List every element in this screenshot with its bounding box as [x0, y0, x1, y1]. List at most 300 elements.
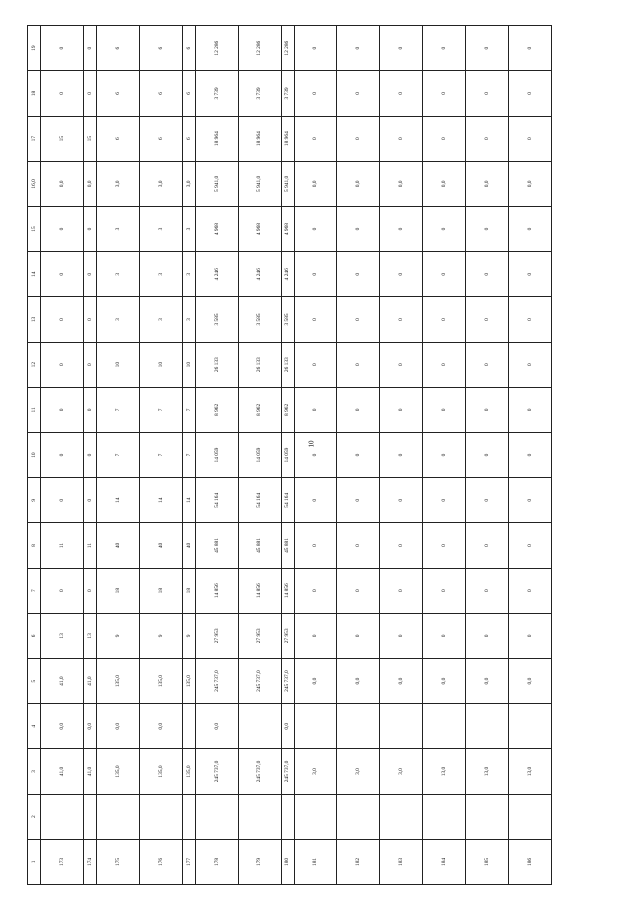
value-cell: 13,0: [466, 749, 509, 794]
value-cell: 0: [509, 342, 552, 387]
value-cell: 0: [294, 523, 337, 568]
column-header: 9: [28, 478, 41, 523]
value-cell: 14 059: [238, 432, 281, 477]
value-cell: 41,0: [83, 658, 96, 703]
value-cell: 0,0: [41, 704, 84, 749]
column-header: 13: [28, 297, 41, 342]
value-cell: 0: [294, 71, 337, 116]
value-cell: 0: [380, 478, 423, 523]
value-cell: 0: [509, 568, 552, 613]
value-cell: 0: [294, 568, 337, 613]
row-name-cell: [83, 794, 96, 839]
value-cell: 0: [380, 252, 423, 297]
value-cell: 3,0: [182, 161, 195, 206]
value-cell: 0: [466, 26, 509, 71]
value-cell: 0: [509, 297, 552, 342]
value-cell: 14 856: [281, 568, 294, 613]
table-row: [41, 26, 84, 885]
value-cell: 0: [380, 568, 423, 613]
value-cell: 54 164: [195, 478, 238, 523]
value-cell: 0: [466, 297, 509, 342]
value-cell: 3: [182, 252, 195, 297]
value-cell: 0: [337, 478, 380, 523]
value-cell: 0: [509, 116, 552, 161]
row-name-cell: [337, 794, 380, 839]
value-cell: 9: [139, 613, 182, 658]
value-cell: 0: [380, 206, 423, 251]
value-cell: 0: [380, 26, 423, 71]
value-cell: 40: [139, 523, 182, 568]
row-number-cell: 176: [139, 839, 182, 884]
value-cell: 0: [509, 613, 552, 658]
value-cell: 0: [294, 297, 337, 342]
value-cell: 135,0: [139, 749, 182, 794]
value-cell: 0: [294, 206, 337, 251]
value-cell: 14 856: [195, 568, 238, 613]
value-cell: 6: [96, 116, 139, 161]
value-cell: 0: [294, 478, 337, 523]
value-cell: 3: [182, 297, 195, 342]
value-cell: 0,0: [466, 161, 509, 206]
value-cell: 0: [509, 478, 552, 523]
value-cell: 0,0: [509, 658, 552, 703]
value-cell: [380, 704, 423, 749]
value-cell: 7: [139, 387, 182, 432]
value-cell: 245 737,0: [238, 658, 281, 703]
value-cell: 0,0: [83, 704, 96, 749]
row-name-cell: [41, 794, 84, 839]
value-cell: 3: [139, 252, 182, 297]
column-header: 7: [28, 568, 41, 613]
value-cell: 0: [337, 26, 380, 71]
value-cell: 27 953: [281, 613, 294, 658]
value-cell: 6: [139, 116, 182, 161]
value-cell: 0: [83, 478, 96, 523]
value-cell: 5 941,0: [195, 161, 238, 206]
column-header: 2: [28, 794, 41, 839]
value-cell: 13: [83, 613, 96, 658]
value-cell: 8 962: [281, 387, 294, 432]
value-cell: 135,0: [96, 658, 139, 703]
value-cell: [509, 704, 552, 749]
value-cell: 14 059: [195, 432, 238, 477]
column-header: 18: [28, 71, 41, 116]
value-cell: 0: [41, 432, 84, 477]
column-header: 10: [28, 432, 41, 477]
value-cell: 7: [182, 432, 195, 477]
value-cell: 0: [509, 523, 552, 568]
value-cell: 0: [380, 432, 423, 477]
value-cell: 3: [139, 206, 182, 251]
value-cell: 0: [337, 568, 380, 613]
value-cell: 0: [380, 297, 423, 342]
value-cell: 0: [380, 342, 423, 387]
value-cell: 0: [423, 387, 466, 432]
value-cell: 0: [466, 568, 509, 613]
value-cell: 0: [337, 432, 380, 477]
value-cell: 0: [466, 387, 509, 432]
value-cell: 0: [294, 26, 337, 71]
rotated-table-wrapper: [27, 25, 552, 885]
value-cell: 3 585: [238, 297, 281, 342]
value-cell: 0,0: [83, 161, 96, 206]
value-cell: 8 962: [195, 387, 238, 432]
value-cell: 0: [83, 297, 96, 342]
value-cell: 0,0: [337, 658, 380, 703]
value-cell: 0: [509, 432, 552, 477]
value-cell: 135,0: [139, 658, 182, 703]
value-cell: 4 968: [195, 206, 238, 251]
value-cell: 135,0: [182, 658, 195, 703]
value-cell: 40: [96, 523, 139, 568]
value-cell: 3,0: [294, 749, 337, 794]
row-name-cell: [380, 794, 423, 839]
value-cell: 14 856: [238, 568, 281, 613]
value-cell: 12 286: [281, 26, 294, 71]
value-cell: 0: [423, 342, 466, 387]
value-cell: 135,0: [182, 749, 195, 794]
value-cell: 5 941,0: [281, 161, 294, 206]
value-cell: 4 246: [195, 252, 238, 297]
row-name-cell: [281, 794, 294, 839]
value-cell: 0: [83, 568, 96, 613]
value-cell: 3,0: [96, 161, 139, 206]
row-name-cell: [466, 794, 509, 839]
value-cell: 0,0: [337, 161, 380, 206]
value-cell: 0: [423, 613, 466, 658]
value-cell: 0: [423, 523, 466, 568]
value-cell: 8 962: [238, 387, 281, 432]
column-header: 19: [28, 26, 41, 71]
value-cell: 0: [380, 387, 423, 432]
value-cell: 0: [423, 252, 466, 297]
column-header: 12: [28, 342, 41, 387]
row-name-cell: [182, 794, 195, 839]
column-header: 6: [28, 613, 41, 658]
value-cell: 4 968: [238, 206, 281, 251]
value-cell: 7: [96, 432, 139, 477]
value-cell: 18 964: [238, 116, 281, 161]
value-cell: 0: [337, 387, 380, 432]
value-cell: 0: [509, 71, 552, 116]
value-cell: 6: [96, 26, 139, 71]
value-cell: 12 286: [238, 26, 281, 71]
value-cell: [294, 704, 337, 749]
value-cell: 0: [466, 613, 509, 658]
value-cell: 6: [139, 71, 182, 116]
value-cell: 0: [41, 342, 84, 387]
value-cell: 14: [182, 478, 195, 523]
value-cell: 9: [96, 613, 139, 658]
value-cell: 0,0: [466, 658, 509, 703]
value-cell: 41,0: [41, 658, 84, 703]
value-cell: 0: [466, 342, 509, 387]
value-cell: 0,0: [509, 161, 552, 206]
value-cell: 18: [182, 568, 195, 613]
value-cell: 0: [294, 116, 337, 161]
column-header: 11: [28, 387, 41, 432]
value-cell: 0: [466, 478, 509, 523]
value-cell: [423, 704, 466, 749]
value-cell: 18: [96, 568, 139, 613]
value-cell: 0: [41, 387, 84, 432]
value-cell: 6: [139, 26, 182, 71]
value-cell: 13,0: [509, 749, 552, 794]
value-cell: 3,0: [380, 749, 423, 794]
value-cell: 0: [423, 116, 466, 161]
value-cell: 0: [337, 206, 380, 251]
column-header: 1: [28, 839, 41, 884]
table-row: [96, 26, 139, 885]
value-cell: 0: [41, 478, 84, 523]
table-row: [281, 26, 294, 885]
value-cell: 7: [182, 387, 195, 432]
column-number-row: [28, 26, 41, 885]
row-number-cell: 177: [182, 839, 195, 884]
value-cell: 0: [294, 252, 337, 297]
value-cell: [238, 704, 281, 749]
value-cell: 6: [182, 26, 195, 71]
value-cell: 0: [41, 568, 84, 613]
value-cell: 0,0: [139, 704, 182, 749]
row-number-cell: 178: [195, 839, 238, 884]
value-cell: 26 133: [281, 342, 294, 387]
value-cell: 245 737,0: [281, 749, 294, 794]
value-cell: 26 133: [195, 342, 238, 387]
value-cell: 0: [337, 71, 380, 116]
table-row: [195, 26, 238, 885]
value-cell: 0: [380, 116, 423, 161]
value-cell: 0,0: [380, 161, 423, 206]
column-header: 8: [28, 523, 41, 568]
value-cell: 5 941,0: [238, 161, 281, 206]
value-cell: [182, 704, 195, 749]
row-number-cell: 181: [294, 839, 337, 884]
row-number-cell: 182: [337, 839, 380, 884]
value-cell: 3: [182, 206, 195, 251]
value-cell: 0: [509, 206, 552, 251]
value-cell: 11: [41, 523, 84, 568]
column-header: 4: [28, 704, 41, 749]
value-cell: 0,0: [41, 161, 84, 206]
value-cell: 0: [466, 252, 509, 297]
value-cell: 0: [41, 252, 84, 297]
table-row: [466, 26, 509, 885]
value-cell: 40: [182, 523, 195, 568]
value-cell: 9: [182, 613, 195, 658]
value-cell: 12 286: [195, 26, 238, 71]
value-cell: 0: [423, 297, 466, 342]
value-cell: 0: [41, 297, 84, 342]
value-cell: 45 881: [281, 523, 294, 568]
value-cell: 3 739: [238, 71, 281, 116]
value-cell: 3 739: [195, 71, 238, 116]
column-header: 15: [28, 206, 41, 251]
value-cell: 15: [83, 116, 96, 161]
value-cell: 0: [466, 523, 509, 568]
table-row: [182, 26, 195, 885]
table-row: [83, 26, 96, 885]
value-cell: 0: [380, 71, 423, 116]
row-number-cell: 174: [83, 839, 96, 884]
value-cell: 0: [41, 26, 84, 71]
value-cell: 0: [83, 206, 96, 251]
column-header: 17: [28, 116, 41, 161]
value-cell: 0: [466, 71, 509, 116]
value-cell: 0: [41, 206, 84, 251]
value-cell: 45 881: [238, 523, 281, 568]
value-cell: 15: [41, 116, 84, 161]
value-cell: 0: [83, 26, 96, 71]
value-cell: 41,0: [41, 749, 84, 794]
value-cell: 0: [294, 613, 337, 658]
value-cell: 3: [96, 206, 139, 251]
value-cell: 54 164: [238, 478, 281, 523]
value-cell: 4 968: [281, 206, 294, 251]
row-number-cell: 185: [466, 839, 509, 884]
value-cell: 0,0: [96, 704, 139, 749]
row-number-cell: 175: [96, 839, 139, 884]
value-cell: 0: [380, 613, 423, 658]
value-cell: 0: [83, 432, 96, 477]
value-cell: 3: [139, 297, 182, 342]
value-cell: 3: [96, 297, 139, 342]
data-table: [27, 25, 552, 885]
value-cell: 0: [509, 252, 552, 297]
value-cell: 13,0: [423, 749, 466, 794]
value-cell: 0: [41, 71, 84, 116]
value-cell: 0: [83, 71, 96, 116]
row-name-cell: [195, 794, 238, 839]
value-cell: 3,0: [337, 749, 380, 794]
value-cell: 0: [423, 26, 466, 71]
value-cell: 0: [423, 71, 466, 116]
value-cell: 6: [96, 71, 139, 116]
row-name-cell: [423, 794, 466, 839]
value-cell: 0: [423, 478, 466, 523]
value-cell: 245 737,0: [238, 749, 281, 794]
value-cell: 4 246: [238, 252, 281, 297]
value-cell: 10: [182, 342, 195, 387]
value-cell: 6: [182, 116, 195, 161]
value-cell: 0: [423, 206, 466, 251]
row-number-cell: 180: [281, 839, 294, 884]
value-cell: 0: [337, 342, 380, 387]
value-cell: 54 164: [281, 478, 294, 523]
value-cell: 18: [139, 568, 182, 613]
value-cell: 3 585: [281, 297, 294, 342]
row-name-cell: [96, 794, 139, 839]
column-header: 14: [28, 252, 41, 297]
value-cell: 3: [96, 252, 139, 297]
value-cell: 27 953: [238, 613, 281, 658]
value-cell: 14: [139, 478, 182, 523]
value-cell: 0: [337, 297, 380, 342]
value-cell: 0,0: [423, 161, 466, 206]
value-cell: 14: [96, 478, 139, 523]
column-header: 5: [28, 658, 41, 703]
value-cell: 7: [96, 387, 139, 432]
value-cell: 0: [509, 26, 552, 71]
value-cell: 26 133: [238, 342, 281, 387]
value-cell: 0,0: [423, 658, 466, 703]
value-cell: 6: [182, 71, 195, 116]
value-cell: 11: [83, 523, 96, 568]
value-cell: [466, 704, 509, 749]
table-row: [423, 26, 466, 885]
value-cell: 0: [337, 116, 380, 161]
table-row: [337, 26, 380, 885]
value-cell: 0: [423, 568, 466, 613]
value-cell: 18 964: [195, 116, 238, 161]
value-cell: 4 246: [281, 252, 294, 297]
value-cell: 245 737,0: [195, 658, 238, 703]
value-cell: 0: [294, 432, 337, 477]
value-cell: 14 059: [281, 432, 294, 477]
table-body: [41, 26, 552, 885]
row-name-cell: [139, 794, 182, 839]
page-number: 10: [307, 440, 316, 448]
value-cell: 3 585: [195, 297, 238, 342]
row-number-cell: 179: [238, 839, 281, 884]
value-cell: 7: [139, 432, 182, 477]
row-name-cell: [294, 794, 337, 839]
value-cell: 13: [41, 613, 84, 658]
row-number-cell: 173: [41, 839, 84, 884]
value-cell: 18 964: [281, 116, 294, 161]
value-cell: 0,0: [281, 704, 294, 749]
row-name-cell: [509, 794, 552, 839]
table-row: [294, 26, 337, 885]
value-cell: 3 739: [281, 71, 294, 116]
value-cell: 245 737,0: [195, 749, 238, 794]
value-cell: 41,0: [83, 749, 96, 794]
table-row: [380, 26, 423, 885]
value-cell: 0: [83, 252, 96, 297]
row-number-cell: 183: [380, 839, 423, 884]
value-cell: 0: [509, 387, 552, 432]
value-cell: 0: [83, 387, 96, 432]
value-cell: 0: [337, 252, 380, 297]
row-number-cell: 186: [509, 839, 552, 884]
row-number-cell: 184: [423, 839, 466, 884]
value-cell: 0: [466, 116, 509, 161]
value-cell: 0,0: [294, 658, 337, 703]
value-cell: 135,0: [96, 749, 139, 794]
value-cell: 0: [337, 613, 380, 658]
value-cell: 0: [423, 432, 466, 477]
value-cell: 3,0: [139, 161, 182, 206]
value-cell: 0: [466, 206, 509, 251]
document-stage: [27, 25, 552, 885]
value-cell: 0,0: [195, 704, 238, 749]
table-row: [509, 26, 552, 885]
table-row: [139, 26, 182, 885]
value-cell: [337, 704, 380, 749]
table-row: [238, 26, 281, 885]
value-cell: 0,0: [380, 658, 423, 703]
value-cell: 45 881: [195, 523, 238, 568]
row-name-cell: [238, 794, 281, 839]
value-cell: 245 737,0: [281, 658, 294, 703]
value-cell: 0: [294, 342, 337, 387]
column-header: 3: [28, 749, 41, 794]
value-cell: 0: [466, 432, 509, 477]
value-cell: 0: [83, 342, 96, 387]
value-cell: 27 953: [195, 613, 238, 658]
value-cell: 0,0: [294, 161, 337, 206]
column-header: 16,0: [28, 161, 41, 206]
